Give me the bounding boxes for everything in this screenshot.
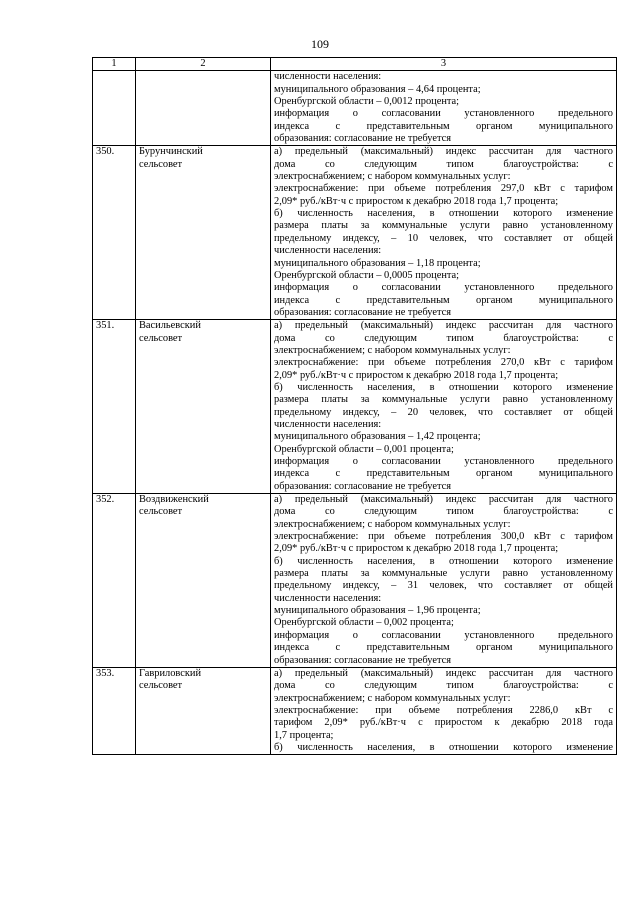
description-line: электроснабжение: при объеме потребления 297,0 кВт с тарифом [274, 183, 613, 195]
table-row [93, 71, 617, 146]
description-line: электроснабжением; с набором коммунальных услуг: [274, 171, 511, 183]
description-line: Оренбургской области – 0,001 процента; [274, 443, 454, 455]
index-description [271, 71, 617, 146]
municipality-name-line: Бурунчинский [139, 146, 203, 158]
description-line: размера платы за коммунальные услуги равно установленному [274, 394, 613, 406]
description-line: дома со следующим типом благоустройства: с [274, 680, 613, 692]
description-line: а) предельный (максимальный) индекс рассчитан для частного [274, 320, 613, 332]
description-line: а) предельный (максимальный) индекс рассчитан для частного [274, 494, 613, 506]
description-line: 2,09* руб./кВт·ч с приростом к декабрю 2018 года 1,7 процента; [274, 369, 559, 381]
description-line: образования: согласование не требуется [274, 306, 452, 318]
description-line: численности населения: [274, 592, 382, 604]
municipality-name [136, 320, 271, 494]
description-line: предельному индексу, – 31 человек, что составляет от общей [274, 580, 613, 592]
table-row [93, 320, 617, 494]
description-line: индекса с представительным органом муниципального [274, 294, 613, 306]
municipality-name-line: Гавриловский [139, 667, 202, 679]
index-description [271, 667, 617, 754]
description-line: б) численность населения, в отношении которого изменение [274, 381, 613, 393]
description-line: муниципального образования – 1,42 процента; [274, 431, 481, 443]
row-number: 352. [93, 494, 136, 668]
municipality-name [136, 494, 271, 668]
municipality-name-line: сельсовет [139, 506, 183, 518]
municipality-name [136, 71, 271, 146]
description-line: 1,7 процента; [274, 729, 334, 741]
description-line: Оренбургской области – 0,0012 процента; [274, 96, 460, 108]
description-line: Оренбургской области – 0,002 процента; [274, 617, 454, 629]
table-header-row [93, 58, 617, 71]
row-number [93, 71, 136, 146]
municipality-name-line: сельсовет [139, 332, 183, 344]
description-line: образования: согласование не требуется [274, 480, 452, 492]
description-line: электроснабжение: при объеме потребления 300,0 кВт с тарифом [274, 531, 613, 543]
index-description [271, 320, 617, 494]
municipality-name-line: сельсовет [139, 680, 183, 692]
row-number: 353. [93, 667, 136, 754]
description-line: численности населения: [274, 418, 382, 430]
description-line: информация о согласовании установленного предельного [274, 108, 613, 120]
description-line: а) предельный (максимальный) индекс рассчитан для частного [274, 667, 613, 679]
description-line: образования: согласование не требуется [274, 133, 452, 145]
description-line: дома со следующим типом благоустройства: с [274, 158, 613, 170]
table-row [93, 494, 617, 668]
description-line: электроснабжением; с набором коммунальных услуг: [274, 518, 511, 530]
table-row [93, 667, 617, 754]
description-line: размера платы за коммунальные услуги равно установленному [274, 568, 613, 580]
description-line: муниципального образования – 1,96 процента; [274, 605, 481, 617]
page-number: 109 [311, 37, 329, 51]
municipality-name [136, 667, 271, 754]
description-line: индекса с представительным органом муниципального [274, 120, 613, 132]
column-header: 3 [271, 58, 617, 71]
tariff-index-table [92, 57, 617, 755]
row-number: 351. [93, 320, 136, 494]
municipality-name-line: сельсовет [139, 158, 183, 170]
description-line: образования: согласование не требуется [274, 654, 452, 666]
description-line: информация о согласовании установленного предельного [274, 456, 613, 467]
row-number: 350. [93, 146, 136, 320]
description-line: муниципального образования – 4,64 процента; [274, 83, 481, 95]
description-line: индекса с представительным органом муниципального [274, 642, 613, 654]
column-header: 1 [93, 58, 136, 71]
description-line: дома со следующим типом благоустройства: с [274, 332, 613, 344]
description-line: информация о согласовании установленного предельного [274, 282, 613, 294]
index-description [271, 146, 617, 320]
description-line: электроснабжением; с набором коммунальных услуг: [274, 344, 511, 356]
municipality-name-line: Васильевский [139, 320, 201, 332]
description-line: предельному индексу, – 10 человек, что составляет от общей [274, 232, 613, 244]
description-line: Оренбургской области – 0,0005 процента; [274, 269, 460, 281]
description-line: а) предельный (максимальный) индекс рассчитан для частного [274, 146, 613, 158]
description-line: информация о согласовании установленного предельного [274, 629, 613, 641]
description-line: численности населения: [274, 245, 382, 257]
index-description [271, 494, 617, 668]
column-header: 2 [136, 58, 271, 71]
description-line: электроснабжением; с набором коммунальных услуг: [274, 692, 511, 704]
description-line: б) численность населения, в отношении которого изменение [274, 741, 613, 753]
description-line: 2,09* руб./кВт·ч с приростом к декабрю 2018 года 1,7 процента; [274, 543, 559, 555]
description-line: индекса с представительным органом муниципального [274, 468, 613, 480]
description-line: электроснабжение: при объеме потребления 2286,0 кВт с [274, 704, 613, 716]
description-line: предельному индексу, – 20 человек, что составляет от общей [274, 406, 613, 418]
description-line: муниципального образования – 1,18 процента; [274, 257, 481, 269]
description-line: б) численность населения, в отношении которого изменение [274, 208, 613, 220]
description-line: численности населения: [274, 71, 382, 83]
description-line: электроснабжение: при объеме потребления 270,0 кВт с тарифом [274, 357, 613, 369]
description-line: тарифом 2,09* руб./кВт·ч с приростом к декабрю 2018 года [274, 717, 613, 729]
description-line: 2,09* руб./кВт·ч с приростом к декабрю 2018 года 1,7 процента; [274, 195, 559, 207]
description-line: дома со следующим типом благоустройства: с [274, 506, 613, 518]
description-line: б) численность населения, в отношении которого изменение [274, 555, 613, 567]
municipality-name-line: Воздвиженский [139, 494, 209, 506]
description-line: размера платы за коммунальные услуги равно установленному [274, 220, 613, 232]
municipality-name [136, 146, 271, 320]
table-row [93, 146, 617, 320]
